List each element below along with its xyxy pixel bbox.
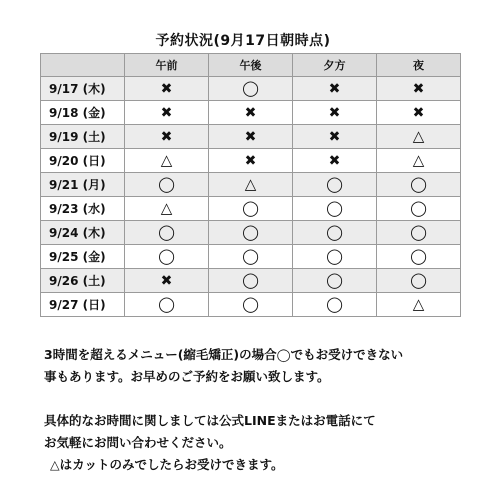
header-afternoon: 午後 xyxy=(209,54,293,77)
slot-morning xyxy=(125,173,209,197)
slot-morning xyxy=(125,149,209,173)
available-mark: ◯ xyxy=(158,175,175,193)
note-line: 3時間を超えるメニュー(縮毛矯正)の場合◯でもお受けできない xyxy=(44,347,404,362)
limited-mark: △ xyxy=(412,151,425,169)
slot-afternoon xyxy=(209,77,293,101)
unavailable-mark: ✖ xyxy=(412,81,425,97)
page-title: 予約状況(9月17日朝時点) xyxy=(155,33,331,49)
slot-night xyxy=(377,269,461,293)
available-mark: ◯ xyxy=(410,199,427,217)
available-mark: ◯ xyxy=(242,223,259,241)
slot-night xyxy=(377,125,461,149)
slot-evening xyxy=(293,149,377,173)
slot-morning xyxy=(125,77,209,101)
slot-evening xyxy=(293,125,377,149)
row-date: 9/23 (水) xyxy=(41,197,125,221)
note-line: 事もあります。お早めのご予約をお願い致します。 xyxy=(44,369,330,384)
slot-morning xyxy=(125,293,209,317)
unavailable-mark: ✖ xyxy=(160,273,173,289)
available-mark: ◯ xyxy=(326,295,343,313)
slot-morning xyxy=(125,245,209,269)
header-night: 夜 xyxy=(377,54,461,77)
available-mark: ◯ xyxy=(410,271,427,289)
available-mark: ◯ xyxy=(410,247,427,265)
table-row xyxy=(41,221,461,245)
available-mark: ◯ xyxy=(158,223,175,241)
available-mark: ◯ xyxy=(326,199,343,217)
limited-mark: △ xyxy=(244,175,257,193)
unavailable-mark: ✖ xyxy=(160,105,173,121)
table-row xyxy=(41,293,461,317)
slot-afternoon xyxy=(209,269,293,293)
available-mark: ◯ xyxy=(326,175,343,193)
slot-night xyxy=(377,101,461,125)
slot-night xyxy=(377,221,461,245)
available-mark: ◯ xyxy=(410,175,427,193)
unavailable-mark: ✖ xyxy=(328,81,341,97)
slot-night xyxy=(377,173,461,197)
available-mark: ◯ xyxy=(158,295,175,313)
row-date: 9/20 (日) xyxy=(41,149,125,173)
table-row xyxy=(41,173,461,197)
slot-morning xyxy=(125,125,209,149)
table-header-row xyxy=(41,54,461,77)
available-mark: ◯ xyxy=(326,271,343,289)
limited-mark: △ xyxy=(412,127,425,145)
unavailable-mark: ✖ xyxy=(244,153,257,169)
table-row xyxy=(41,197,461,221)
slot-evening xyxy=(293,221,377,245)
limited-mark: △ xyxy=(160,151,173,169)
note-line: お気軽にお問い合わせください。 xyxy=(44,435,232,450)
slot-morning xyxy=(125,269,209,293)
row-date: 9/26 (土) xyxy=(41,269,125,293)
slot-afternoon xyxy=(209,221,293,245)
row-date: 9/21 (月) xyxy=(41,173,125,197)
unavailable-mark: ✖ xyxy=(328,153,341,169)
slot-evening xyxy=(293,101,377,125)
available-mark: ◯ xyxy=(242,271,259,289)
slot-afternoon xyxy=(209,245,293,269)
unavailable-mark: ✖ xyxy=(412,105,425,121)
unavailable-mark: ✖ xyxy=(328,105,341,121)
slot-morning xyxy=(125,101,209,125)
limited-mark: △ xyxy=(412,295,425,313)
available-mark: ◯ xyxy=(242,199,259,217)
note-line: 具体的なお時間に関しましては公式LINEまたはお電話にて xyxy=(44,413,376,428)
slot-night xyxy=(377,293,461,317)
notes xyxy=(44,344,474,476)
available-mark: ◯ xyxy=(242,247,259,265)
unavailable-mark: ✖ xyxy=(244,105,257,121)
slot-evening xyxy=(293,269,377,293)
row-date: 9/18 (金) xyxy=(41,101,125,125)
unavailable-mark: ✖ xyxy=(328,129,341,145)
slot-morning xyxy=(125,221,209,245)
row-date: 9/27 (日) xyxy=(41,293,125,317)
slot-evening xyxy=(293,173,377,197)
unavailable-mark: ✖ xyxy=(244,129,257,145)
available-mark: ◯ xyxy=(158,247,175,265)
row-date: 9/25 (金) xyxy=(41,245,125,269)
available-mark: ◯ xyxy=(326,223,343,241)
table-row xyxy=(41,101,461,125)
header-date xyxy=(41,54,125,77)
slot-evening xyxy=(293,245,377,269)
table-row xyxy=(41,269,461,293)
row-date: 9/17 (木) xyxy=(41,77,125,101)
unavailable-mark: ✖ xyxy=(160,129,173,145)
available-mark: ◯ xyxy=(410,223,427,241)
header-evening: 夕方 xyxy=(293,54,377,77)
row-date: 9/19 (土) xyxy=(41,125,125,149)
slot-afternoon xyxy=(209,101,293,125)
available-mark: ◯ xyxy=(326,247,343,265)
available-mark: ◯ xyxy=(242,295,259,313)
slot-afternoon xyxy=(209,197,293,221)
slot-afternoon xyxy=(209,293,293,317)
available-mark: ◯ xyxy=(242,79,259,97)
table-body xyxy=(41,77,461,317)
slot-night xyxy=(377,77,461,101)
slot-night xyxy=(377,197,461,221)
limited-mark: △ xyxy=(160,199,173,217)
table-row xyxy=(41,245,461,269)
slot-evening xyxy=(293,293,377,317)
reservation-table xyxy=(40,53,461,317)
slot-evening xyxy=(293,197,377,221)
table-row xyxy=(41,125,461,149)
table-row xyxy=(41,77,461,101)
header-morning: 午前 xyxy=(125,54,209,77)
unavailable-mark: ✖ xyxy=(160,81,173,97)
slot-night xyxy=(377,245,461,269)
slot-afternoon xyxy=(209,173,293,197)
slot-afternoon xyxy=(209,149,293,173)
slot-night xyxy=(377,149,461,173)
slot-afternoon xyxy=(209,125,293,149)
table-row xyxy=(41,149,461,173)
note-line: △はカットのみでしたらお受けできます。 xyxy=(50,457,284,472)
slot-evening xyxy=(293,77,377,101)
slot-morning xyxy=(125,197,209,221)
row-date: 9/24 (木) xyxy=(41,221,125,245)
